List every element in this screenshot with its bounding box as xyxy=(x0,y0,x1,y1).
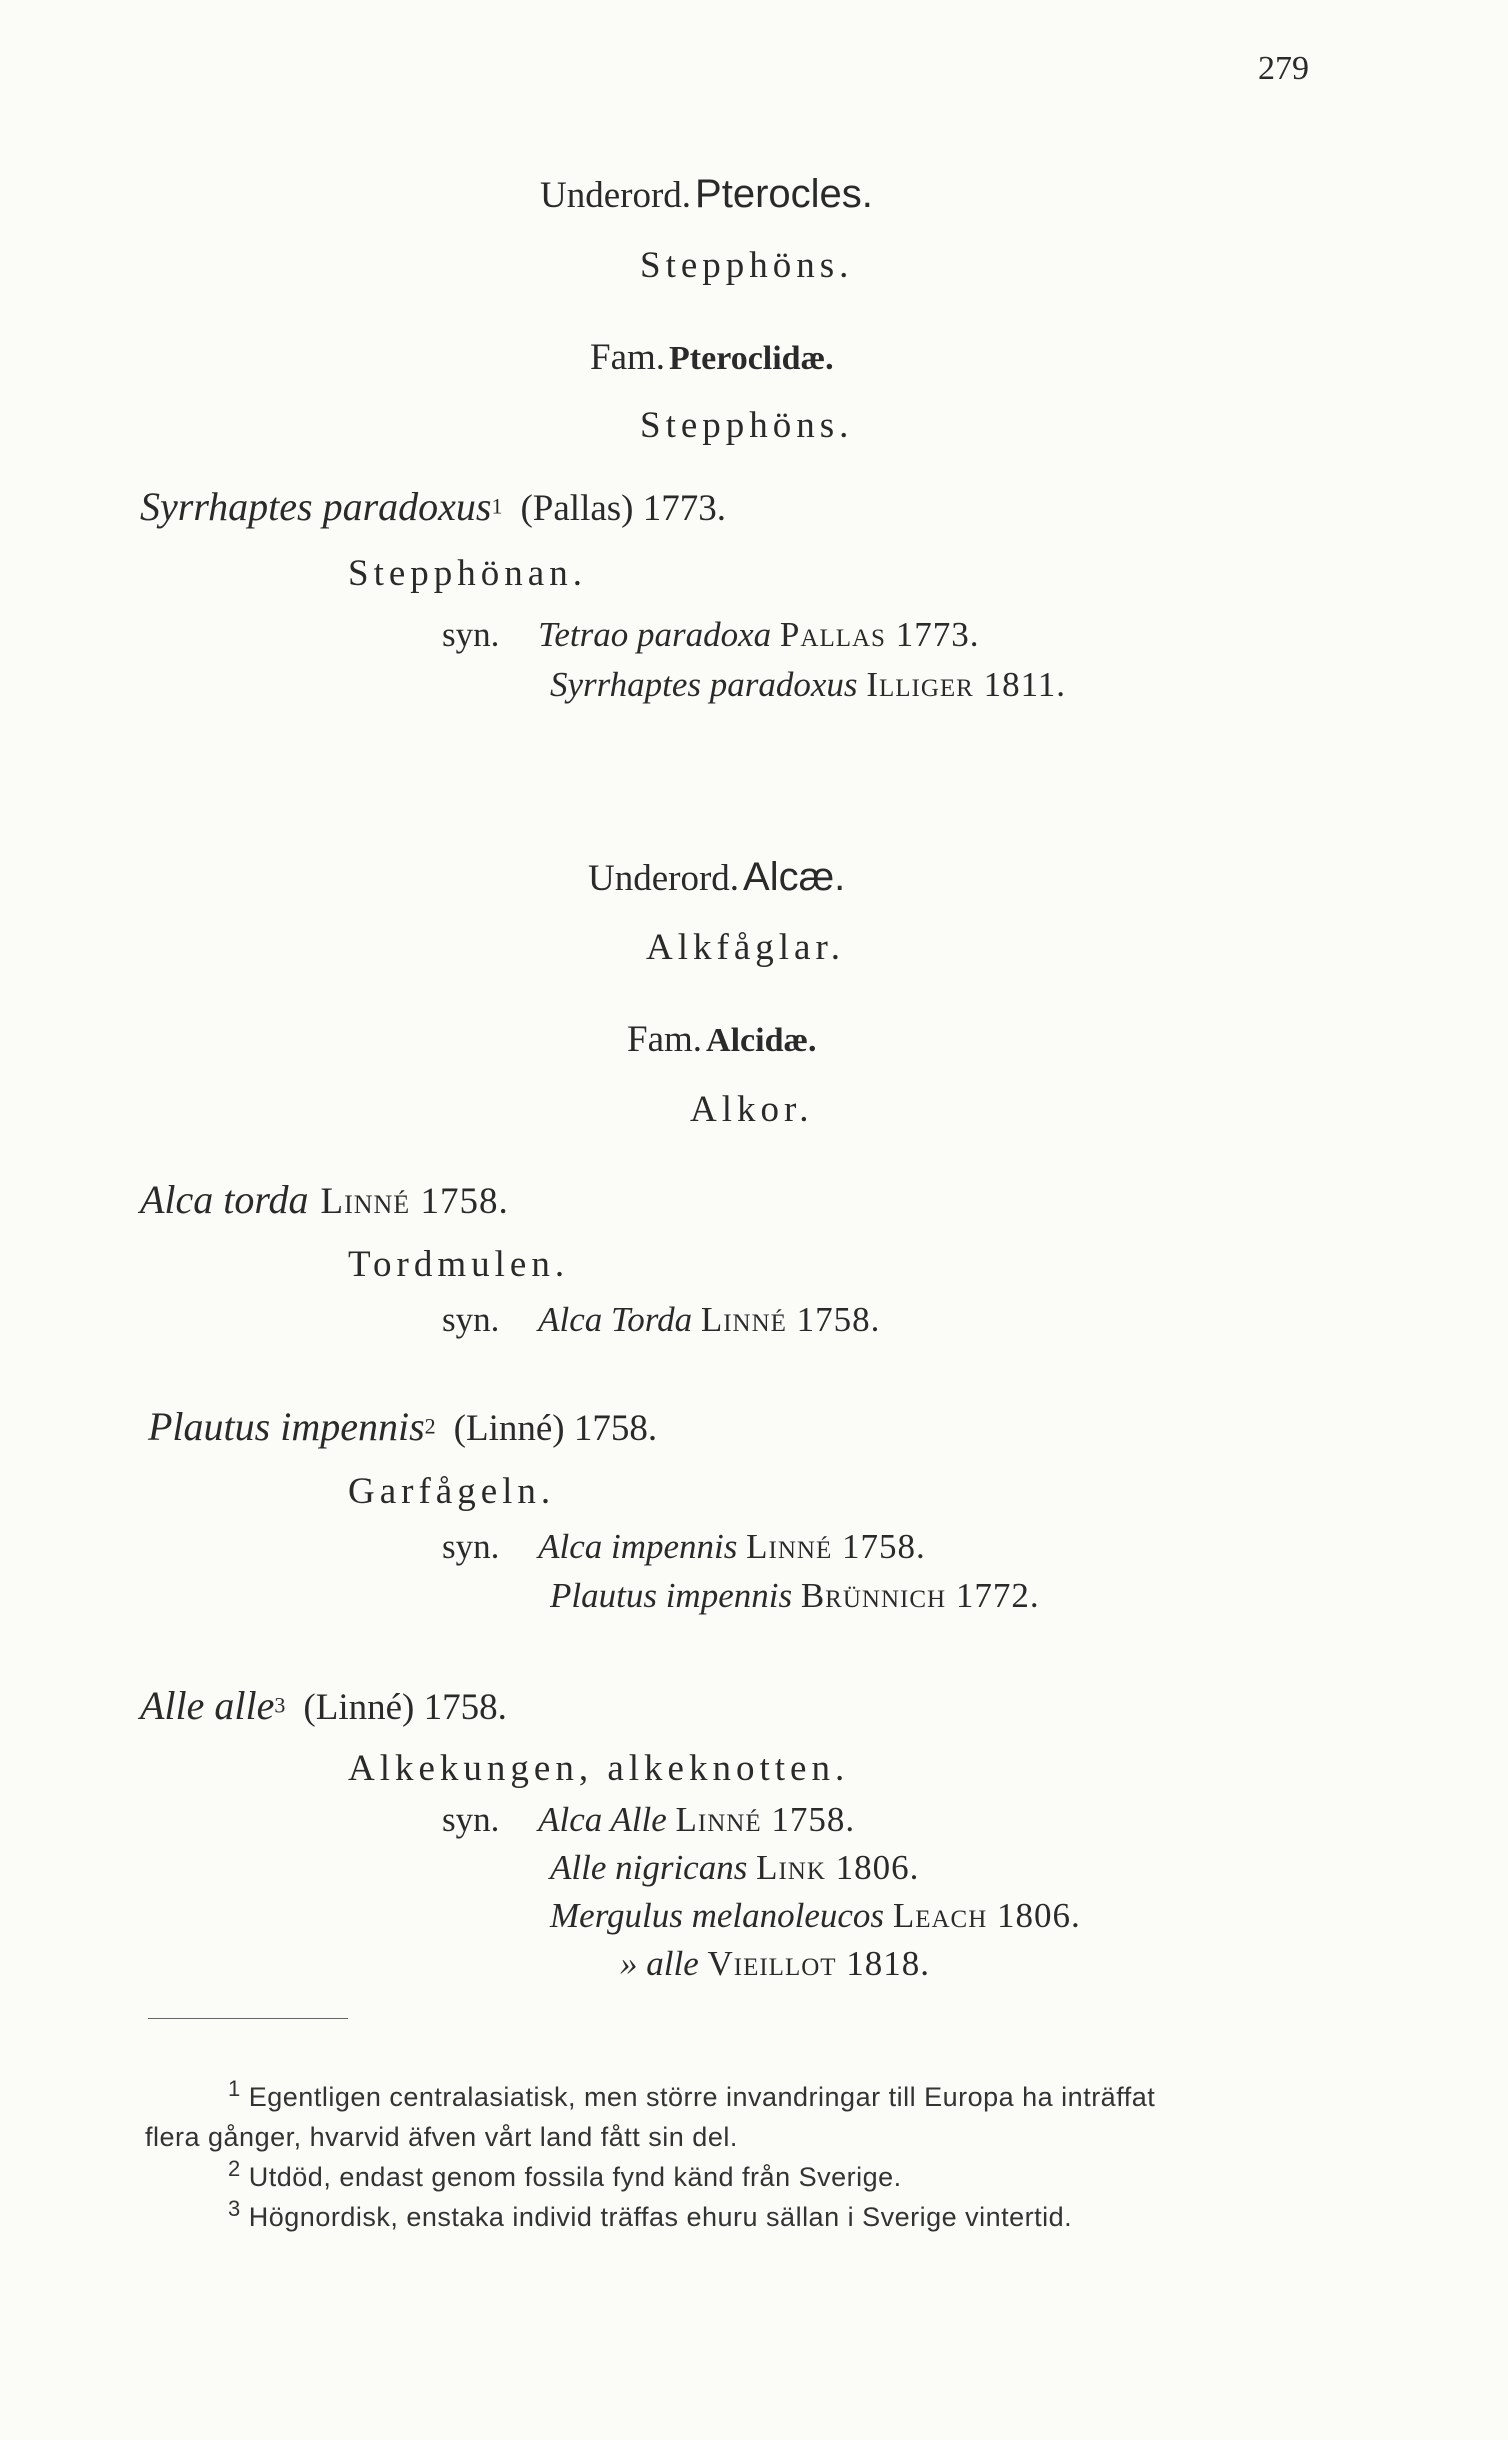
species-authority: (Linné) 1758. xyxy=(453,1408,658,1449)
footnote-text: Utdöd, endast genom fossila fynd känd från Sverige. xyxy=(248,2162,902,2192)
synonym-name: Syrrhaptes paradoxus xyxy=(550,665,858,704)
synonym-authority: Vieillot 1818. xyxy=(707,1944,931,1983)
species-common-name: Tordmulen. xyxy=(348,1244,570,1285)
suborder-heading xyxy=(540,172,873,217)
footnote-mark: 3 xyxy=(228,2196,241,2221)
footnote-mark: 2 xyxy=(228,2156,241,2181)
footnote-ref: 2 xyxy=(424,1413,436,1439)
synonym-authority: Link 1806. xyxy=(756,1848,920,1887)
suborder-prefix: Underord. xyxy=(588,858,740,899)
synonym-label: syn. xyxy=(442,1527,500,1566)
synonym-name: Tetrao paradoxa xyxy=(538,615,772,654)
family-common-name: Alkor. xyxy=(690,1089,814,1130)
synonym-line xyxy=(442,1300,880,1340)
species-heading xyxy=(140,1682,507,1729)
suborder-common-name: Alkfåglar. xyxy=(646,927,845,968)
synonym-line xyxy=(620,1944,930,1984)
species-name: Plautus impennis xyxy=(148,1404,425,1449)
suborder-heading xyxy=(588,855,845,900)
synonym-line xyxy=(442,1527,926,1567)
species-authority: (Linné) 1758. xyxy=(303,1687,507,1728)
footnote xyxy=(228,2156,902,2193)
footnote-continuation: flera gånger, hvarvid äfven vårt land fått sin del. xyxy=(145,2122,738,2152)
family-name: Alcidæ. xyxy=(706,1022,817,1059)
species-common-name: Garfågeln. xyxy=(348,1471,556,1512)
synonym-line xyxy=(550,1896,1081,1936)
species-common-name: Alkekungen, alkeknotten. xyxy=(348,1748,850,1789)
species-authority: (Pallas) 1773. xyxy=(520,488,727,529)
synonym-line xyxy=(550,1576,1040,1616)
species-name: Alle alle xyxy=(140,1683,275,1728)
synonym-authority: Linné 1758. xyxy=(675,1800,856,1839)
synonym-authority: Leach 1806. xyxy=(892,1896,1081,1935)
species-heading xyxy=(148,1403,657,1450)
synonym-line xyxy=(442,1800,855,1840)
synonym-line xyxy=(550,1848,919,1888)
family-heading xyxy=(590,336,834,379)
species-heading xyxy=(140,483,726,530)
suborder-name: Pterocles. xyxy=(695,172,873,216)
footnote-separator xyxy=(148,2018,348,2019)
footnote xyxy=(228,2076,1156,2113)
family-name: Pteroclidæ. xyxy=(669,340,834,377)
suborder-name: Alcæ. xyxy=(743,855,846,899)
synonym-name: Alca Alle xyxy=(538,1800,667,1839)
synonym-name: Alca Torda xyxy=(538,1300,693,1339)
synonym-name: Plautus impennis xyxy=(550,1576,793,1615)
footnote-text: Högnordisk, enstaka individ träffas ehuru sällan i Sverige vintertid. xyxy=(248,2202,1073,2232)
footnote-ref: 1 xyxy=(491,493,503,519)
species-heading xyxy=(140,1176,509,1223)
synonym-label: syn. xyxy=(442,1300,500,1339)
suborder-prefix: Underord. xyxy=(540,175,692,216)
footnote-text: Egentligen centralasiatisk, men större invandringar till Europa ha inträffat xyxy=(248,2082,1156,2112)
synonym-name: » alle xyxy=(620,1944,699,1983)
synonym-authority: Linné 1758. xyxy=(700,1300,881,1339)
synonym-authority: Brünnich 1772. xyxy=(800,1576,1040,1615)
footnote-mark: 1 xyxy=(228,2076,241,2101)
page-number: 279 xyxy=(1258,50,1309,87)
footnote xyxy=(228,2196,1073,2233)
species-authority: Linné 1758. xyxy=(320,1181,509,1222)
species-name: Alca torda xyxy=(140,1177,309,1222)
synonym-line xyxy=(550,665,1066,705)
synonym-name: Alca impennis xyxy=(538,1527,738,1566)
synonym-line xyxy=(442,615,979,655)
family-common-name: Stepphöns. xyxy=(640,405,854,446)
family-heading xyxy=(627,1018,817,1061)
suborder-common-name: Stepphöns. xyxy=(640,245,854,286)
synonym-name: Mergulus melanoleucos xyxy=(550,1896,885,1935)
synonym-authority: Pallas 1773. xyxy=(779,615,980,654)
synonym-authority: Illiger 1811. xyxy=(866,665,1067,704)
synonym-authority: Linné 1758. xyxy=(746,1527,926,1566)
species-common-name: Stepphönan. xyxy=(348,553,587,594)
footnote-ref: 3 xyxy=(274,1692,286,1718)
family-prefix: Fam. xyxy=(627,1019,703,1060)
synonym-label: syn. xyxy=(442,1800,500,1839)
synonym-label: syn. xyxy=(442,615,500,654)
family-prefix: Fam. xyxy=(590,337,666,378)
species-name: Syrrhaptes paradoxus xyxy=(140,484,492,529)
synonym-name: Alle nigricans xyxy=(550,1848,748,1887)
